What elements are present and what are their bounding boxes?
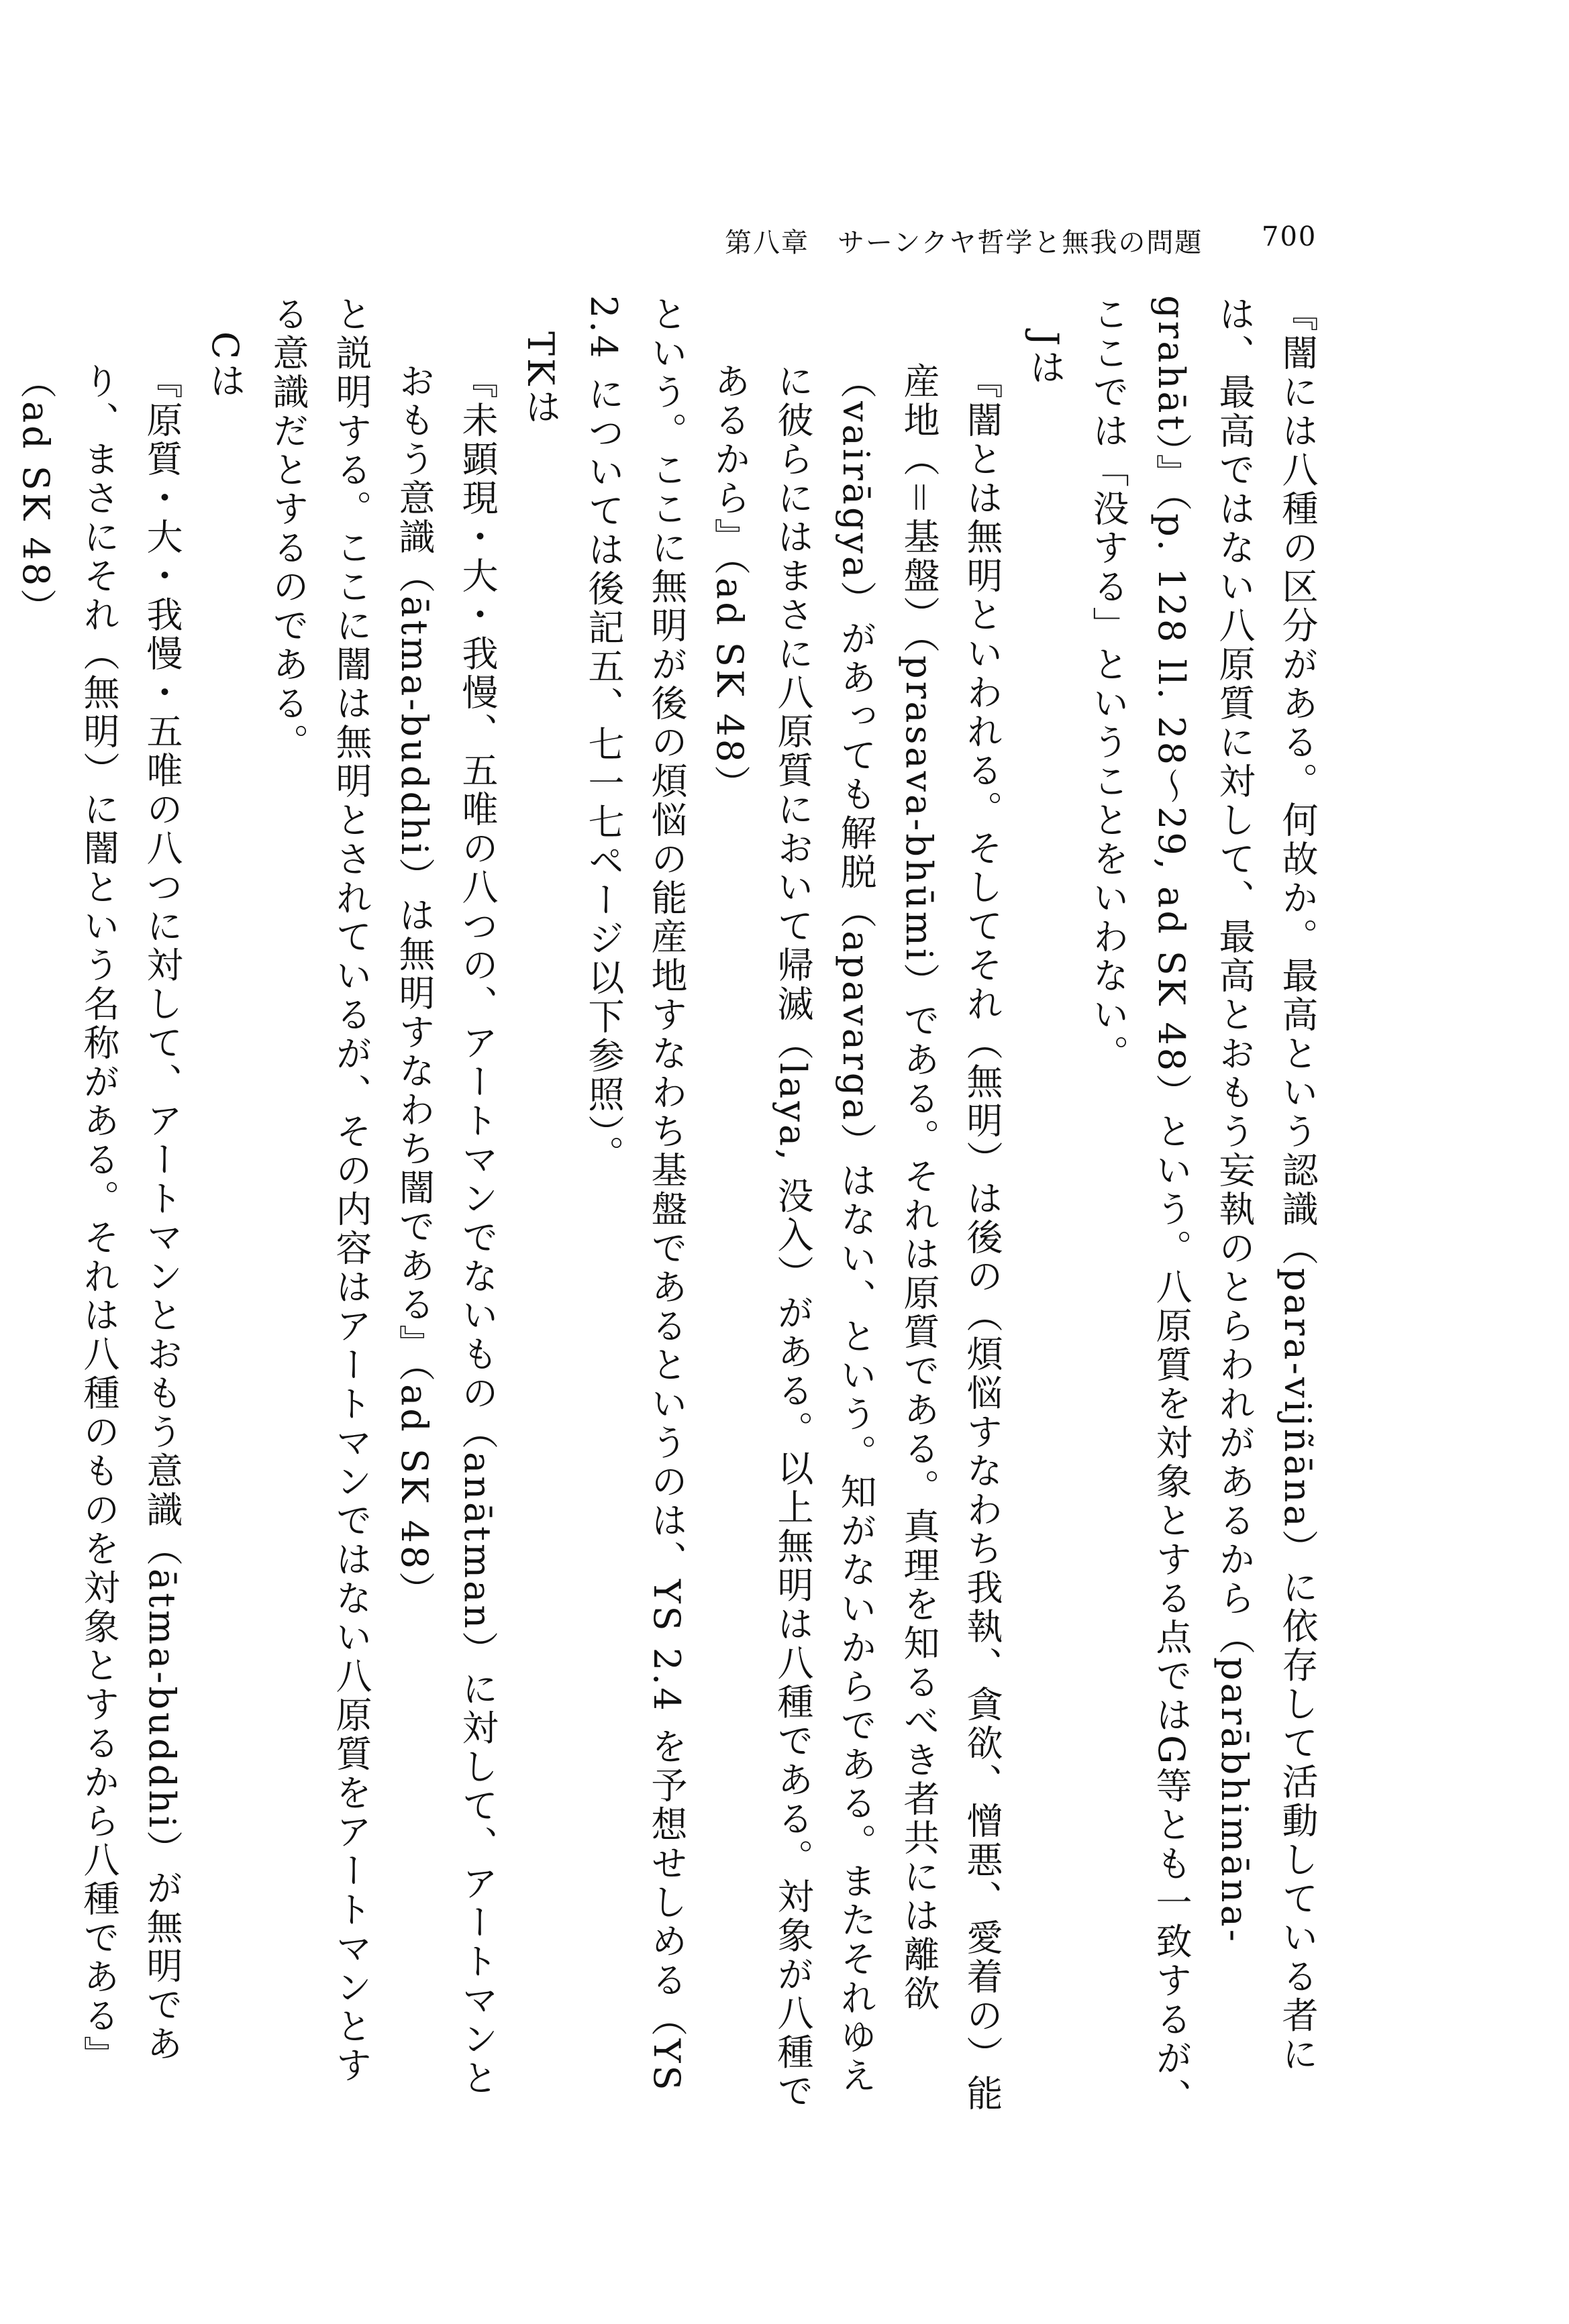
page-number: 700 bbox=[1262, 221, 1317, 252]
vertical-text-body bbox=[15, 295, 1329, 2120]
commentator-tk-label: TKは bbox=[519, 331, 562, 427]
chapter-title: 第八章 サーンクヤ哲学と無我の問題 bbox=[725, 227, 1203, 258]
quote-tk: 『未顕現・大・我慢、五唯の八つの、アートマンでないもの（anātman）に対して、アートマンとおもう意識（ātma-buddhi）は無明すなわち闇である』（ad SK 48） bbox=[393, 362, 499, 2099]
paragraph-j-remark: という。ここに無明が後の煩悩の能産地すなわち基盤であるというのは、YS 2.4 を予想せしめる（YS 2.4 については後記五、七一七ページ以下参照）。 bbox=[583, 295, 688, 2093]
paragraph-tk-remark: と説明する。ここに闇は無明とされているが、その内容はアートマンではない八原質をアートマンとする意識だとするのである。 bbox=[267, 295, 372, 2085]
quote-c: 『原質・大・我慢・五唯の八つに対して、アートマンとおもう意識（ātma-buddhi）が無明であり、まさにそれ（無明）に闇という名称がある。それは八種のものを対象とするから八種である』（ad SK 48） bbox=[15, 362, 183, 2074]
commentator-j-label: Jは bbox=[1024, 331, 1066, 388]
paragraph-c-remark bbox=[0, 295, 4, 2120]
paragraph-continuation: 『闇には八種の区分がある。何故か。最高という認識（para-vijñāna）に依存して活動している者には、最高ではない八原質に対して、最高とおもう妄執のとらわれがあるから（parābhimāna-grahāt）』（p. 128 ll. 28〜29, ad SK 48）という。八原質を対象とする点ではG等とも一致するが、ここでは「没する」ということをいわない。 bbox=[1087, 295, 1319, 2117]
commentator-c-label: Cは bbox=[204, 331, 246, 401]
quote-j: 『闇とは無明といわれる。そしてそれ（無明）は後の（煩悩すなわち我執、貪欲、憎悪、愛着の）能産地（＝基盤）（prasava-bhūmi）である。それは原質である。真理を知るべき者共には離欲（vairāgya）があっても解脱（apavarga）はない、という。知がないからである。またそれゆえに彼らにはまさに八原質において帰滅（laya, 没入）がある。以上無明は八種である。対象が八種であるから』（ad SK 48） bbox=[709, 362, 1003, 2113]
